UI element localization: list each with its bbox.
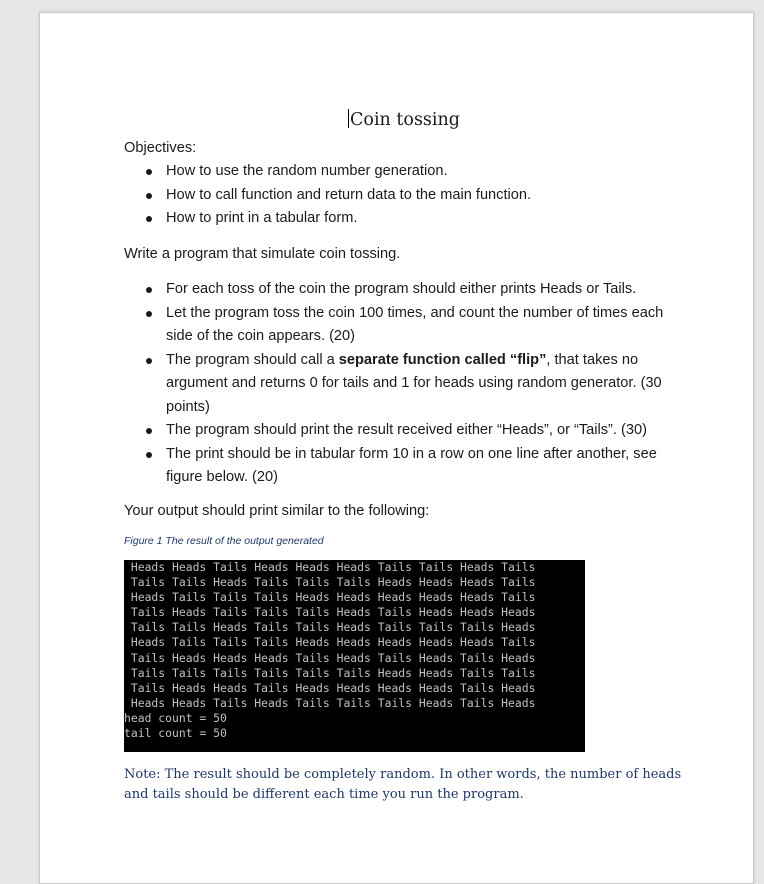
- output-intro: Your output should print similar to the following:: [124, 503, 430, 519]
- requirement-item: The print should be in tabular form 10 in a row on one line after another, see figure below. (20): [124, 443, 686, 490]
- tail-count-line: tail count = 50: [124, 726, 227, 741]
- note-paragraph: Note: The result should be completely random. In other words, the number of heads and tails should be different each time you run the program.: [124, 767, 682, 802]
- objective-item: How to call function and return data to the main function.: [124, 184, 686, 208]
- requirement-item: [124, 349, 686, 420]
- objective-item: How to print in a tabular form.: [124, 207, 686, 231]
- objective-item: How to use the random number generation.: [124, 160, 686, 184]
- console-row: Tails Tails Heads Tails Tails Tails Heads Heads Heads Tails: [124, 575, 536, 590]
- requirements-list: [124, 278, 686, 490]
- requirement-item: The program should print the result received either “Heads”, or “Tails”. (30): [124, 419, 686, 443]
- requirement-text: The program should call a: [166, 351, 339, 368]
- objectives-list: [124, 160, 686, 231]
- console-row: Tails Tails Tails Tails Tails Tails Heads Heads Tails Tails: [124, 665, 536, 680]
- document-title-text: Coin tossing: [350, 110, 460, 130]
- document-page: [39, 12, 754, 884]
- figure-caption: Figure 1 The result of the output generated: [124, 535, 324, 547]
- intro-paragraph: Write a program that simulate coin tossing.: [124, 246, 401, 262]
- console-row: Heads Heads Tails Heads Heads Heads Tails Tails Heads Tails: [124, 560, 536, 574]
- console-row: Heads Heads Tails Heads Tails Tails Tails Heads Tails Heads: [124, 695, 536, 710]
- console-row: Heads Tails Tails Tails Heads Heads Heads Heads Heads Tails: [124, 635, 536, 650]
- console-row: Tails Tails Heads Tails Tails Heads Tails Tails Tails Heads: [124, 620, 536, 635]
- head-count-line: head count = 50: [124, 710, 227, 725]
- requirement-bold-text: separate function called “flip”: [338, 351, 547, 368]
- console-output-image: [124, 560, 585, 752]
- console-row: Tails Heads Heads Heads Tails Heads Tails Heads Tails Heads: [124, 650, 536, 665]
- console-row: Heads Tails Tails Tails Heads Heads Heads Heads Heads Tails: [124, 590, 536, 605]
- text-cursor: [348, 109, 349, 128]
- requirement-item: For each toss of the coin the program should either prints Heads or Tails.: [124, 278, 686, 302]
- document-title[interactable]: [124, 109, 684, 130]
- console-row: Tails Heads Tails Tails Tails Heads Tails Heads Heads Heads: [124, 605, 536, 620]
- console-row: Tails Heads Heads Tails Heads Heads Heads Heads Tails Heads: [124, 680, 536, 695]
- objectives-heading: Objectives:: [124, 140, 197, 156]
- requirement-text: , that takes no argument and returns 0 for tails and 1 for heads using random generator. (30 points): [166, 351, 662, 415]
- requirement-item: Let the program toss the coin 100 times, and count the number of times each side of the coin appears. (20): [124, 302, 686, 349]
